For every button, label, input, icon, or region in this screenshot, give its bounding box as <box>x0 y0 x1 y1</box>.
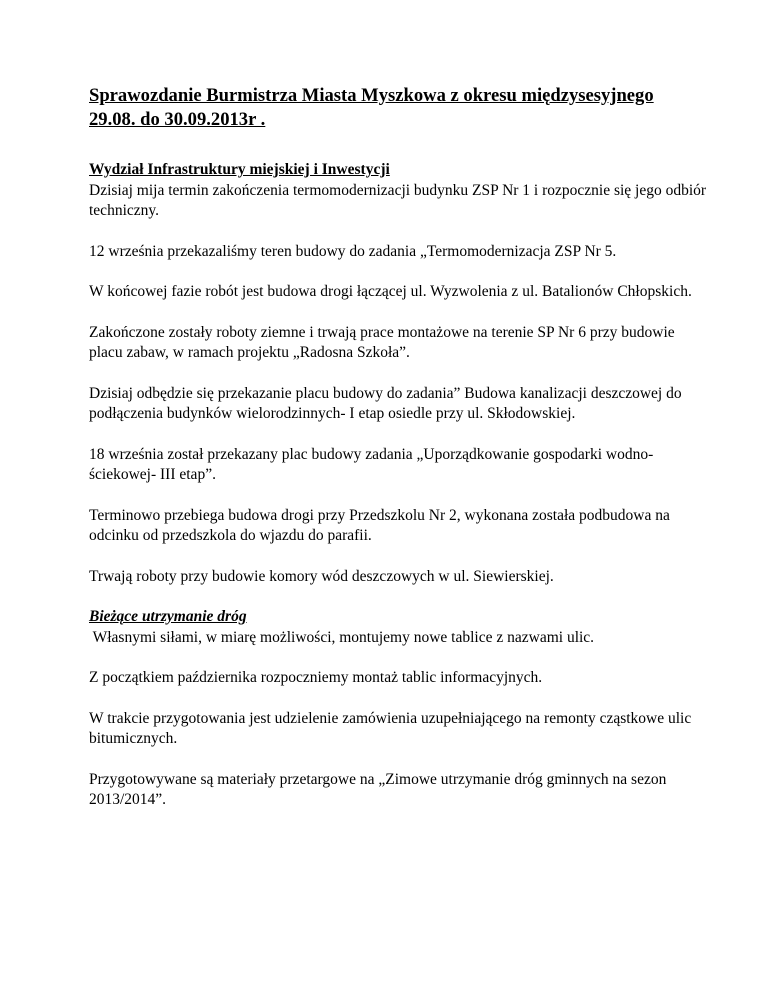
roads-section-intro <box>89 607 709 648</box>
paragraph-drainage: Dzisiaj odbędzie się przekazanie placu budowy do zadania” Budowa kanalizacji deszczowej do podłączenia budynków wielorodzinnych- I etap osiedle przy ul. Skłodowskiej. <box>89 384 682 422</box>
paragraph-repairs-order: W trakcie przygotowania jest udzielenie zamówienia uzupełniającego na remonty cząstkowe ulic bitumicznych. <box>89 709 692 747</box>
title-line-2: 29.08. do 30.09.2013r . <box>89 109 266 130</box>
document-title <box>89 84 689 132</box>
title-line-1: Sprawozdanie Burmistrza Miasta Myszkowa z okresu międzysesyjnego <box>89 85 654 106</box>
paragraph-playground: Zakończone zostały roboty ziemne i trwają prace montażowe na terenie SP Nr 6 przy budowie placu zabaw, w ramach projektu „Radosna Szkoła”. <box>89 323 675 361</box>
section-heading-infrastructure: Wydział Infrastruktury miejskiej i Inwestycji <box>89 161 390 178</box>
paragraph-winter-maintenance: Przygotowywane są materiały przetargowe na „Zimowe utrzymanie dróg gminnych na sezon 2013/2014”. <box>89 770 667 808</box>
paragraph-road-construction: W końcowej fazie robót jest budowa drogi łączącej ul. Wyzwolenia z ul. Batalionów Chłopskich. <box>89 283 692 300</box>
paragraph-kindergarten-road: Terminowo przebiega budowa drogi przy Przedszkolu Nr 2, wykonana została podbudowa na odcinku od przedszkola do wjazdu do parafii. <box>89 506 670 544</box>
paragraph-water-sewage: 18 września został przekazany plac budowy zadania „Uporządkowanie gospodarki wodno-ściekowej- III etap”. <box>89 445 654 483</box>
paragraph-info-boards: Z początkiem października rozpoczniemy montaż tablic informacyjnych. <box>89 669 543 686</box>
infrastructure-section-intro <box>89 160 709 222</box>
paragraph-termomodernizacja-zsp1: Dzisiaj mija termin zakończenia termomodernizacji budynku ZSP Nr 1 i rozpocznie się jego odbiór techniczny. <box>89 181 707 219</box>
paragraph-zsp5: 12 września przekazaliśmy teren budowy do zadania „Termomodernizacja ZSP Nr 5. <box>89 242 617 260</box>
paragraph-rainwater-chamber: Trwają roboty przy budowie komory wód deszczowych w ul. Siewierskiej. <box>89 567 554 585</box>
section-heading-roads: Bieżące utrzymanie dróg <box>89 608 247 625</box>
paragraph-street-signs: Własnymi siłami, w miarę możliwości, montujemy nowe tablice z nazwami ulic. <box>89 628 595 646</box>
document-body <box>89 160 709 831</box>
